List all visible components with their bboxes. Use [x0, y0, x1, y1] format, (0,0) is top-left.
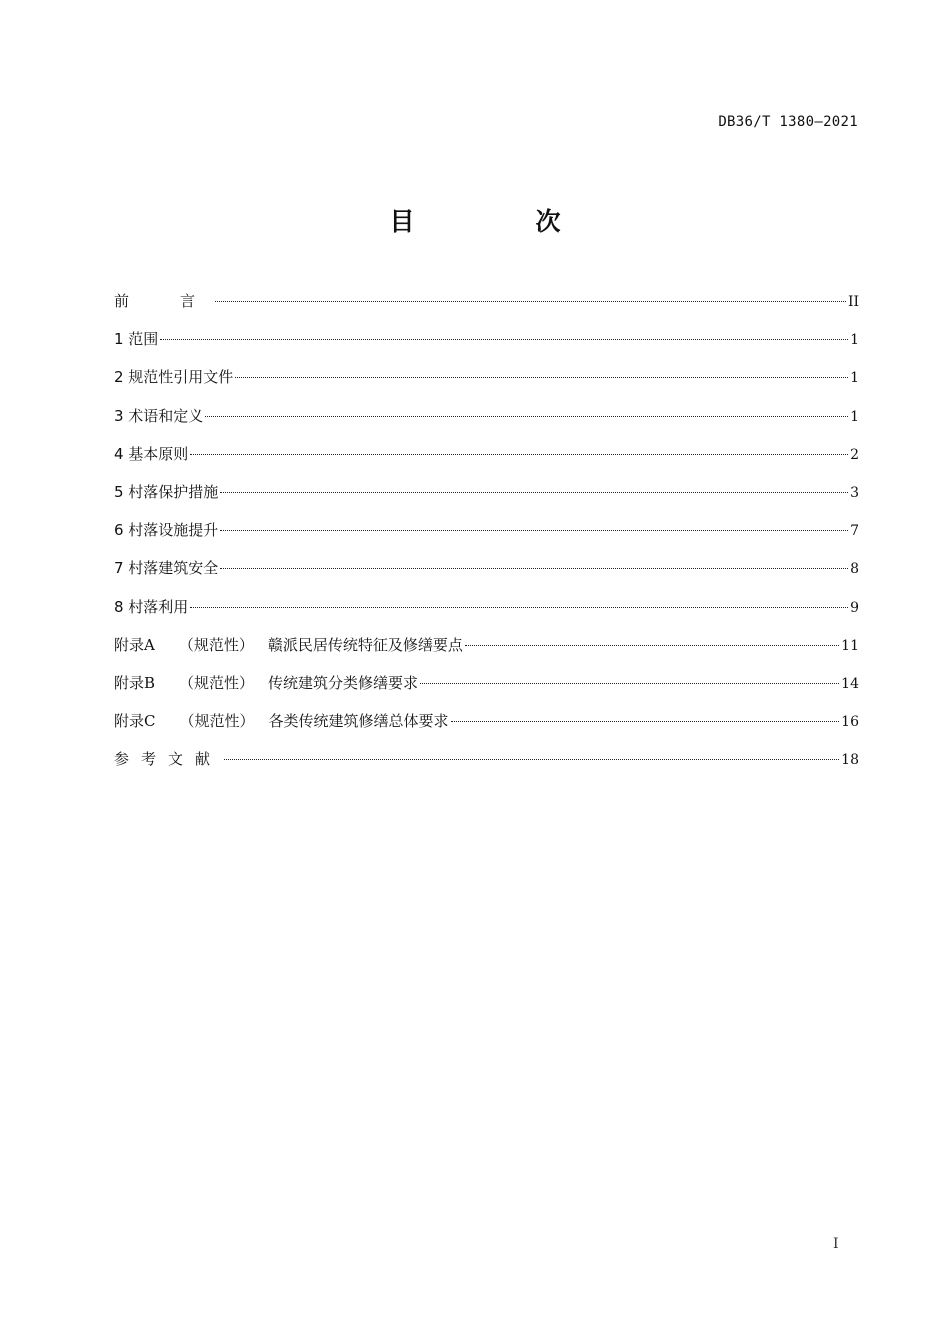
appendix-title: 赣派民居传统特征及修缮要点	[267, 635, 463, 654]
toc-page-number: 11	[841, 637, 859, 654]
appendix-kind: （规范性）	[179, 673, 255, 692]
toc-entry-village-utilization[interactable]	[114, 596, 859, 634]
toc-page-number: 1	[850, 332, 859, 349]
appendix-prefix: 附录C	[114, 712, 156, 731]
document-code: DB36/T 1380—2021	[718, 114, 858, 130]
toc-entry-appendix-b[interactable]	[114, 672, 859, 710]
toc-entry-label: 5 村落保护措施	[114, 482, 219, 501]
toc-entry-scope[interactable]	[114, 328, 859, 366]
appendix-kind: （规范性）	[178, 635, 254, 654]
toc-leader-dots	[220, 492, 848, 493]
toc-entry-appendix-c[interactable]	[114, 710, 859, 748]
toc-leader-dots	[465, 645, 839, 646]
toc-page-number: 3	[850, 484, 859, 501]
toc-entry-appendix-a[interactable]	[114, 634, 859, 672]
toc-leader-dots	[205, 416, 848, 417]
toc-entry-label	[114, 672, 418, 693]
toc-page-number: 16	[841, 714, 859, 731]
toc-entry-village-protection[interactable]	[114, 481, 859, 519]
toc-page-number: 1	[850, 408, 859, 425]
toc-leader-dots	[224, 759, 839, 760]
toc-entry-label	[114, 634, 463, 655]
toc-entry-label: 前 言	[114, 292, 214, 310]
toc-entry-label: 1 范围	[114, 330, 159, 349]
toc-entry-terms-definitions[interactable]	[114, 405, 859, 443]
toc-entry-building-safety[interactable]	[114, 557, 859, 595]
appendix-prefix: 附录B	[114, 673, 156, 692]
toc-leader-dots	[190, 607, 848, 608]
toc-entry-label: 参考文献	[114, 750, 223, 769]
toc-leader-dots	[160, 339, 848, 340]
toc-entry-label: 3 术语和定义	[114, 406, 204, 425]
toc-page-number: 8	[850, 561, 859, 578]
toc-page-number: 7	[850, 523, 859, 540]
appendix-kind: （规范性）	[179, 712, 255, 731]
toc-page-number: II	[847, 294, 859, 310]
toc-entry-label: 8 村落利用	[114, 597, 189, 616]
toc-page-number: 18	[841, 752, 859, 769]
toc-leader-dots	[235, 377, 848, 378]
toc-entry-label: 4 基本原则	[114, 444, 189, 463]
toc-entry-label: 6 村落设施提升	[114, 521, 219, 540]
toc-leader-dots	[451, 721, 840, 722]
toc-entry-basic-principles[interactable]	[114, 443, 859, 481]
appendix-title: 传统建筑分类修缮要求	[268, 673, 419, 692]
appendix-prefix: 附录A	[114, 635, 155, 654]
toc-page-number: 1	[850, 370, 859, 387]
toc-entry-foreword[interactable]	[114, 290, 859, 328]
toc-entry-label: 7 村落建筑安全	[114, 559, 219, 578]
toc-entry-label: 2 规范性引用文件	[114, 368, 234, 387]
toc-leader-dots	[220, 568, 848, 569]
toc-page-number: 9	[850, 599, 859, 616]
page-title: 目 次	[389, 207, 609, 236]
appendix-title: 各类传统建筑修缮总体要求	[268, 712, 449, 731]
toc-leader-dots	[190, 454, 848, 455]
toc-entry-village-facilities[interactable]	[114, 519, 859, 557]
toc-entry-bibliography[interactable]	[114, 748, 859, 786]
toc-leader-dots	[420, 683, 839, 684]
page-number: I	[833, 1236, 839, 1252]
table-of-contents	[114, 290, 859, 786]
toc-leader-dots	[215, 301, 846, 302]
toc-leader-dots	[220, 530, 848, 531]
toc-entry-label	[114, 710, 449, 731]
toc-page-number: 14	[841, 675, 859, 692]
toc-entry-normative-references[interactable]	[114, 366, 859, 404]
toc-page-number: 2	[850, 446, 859, 463]
